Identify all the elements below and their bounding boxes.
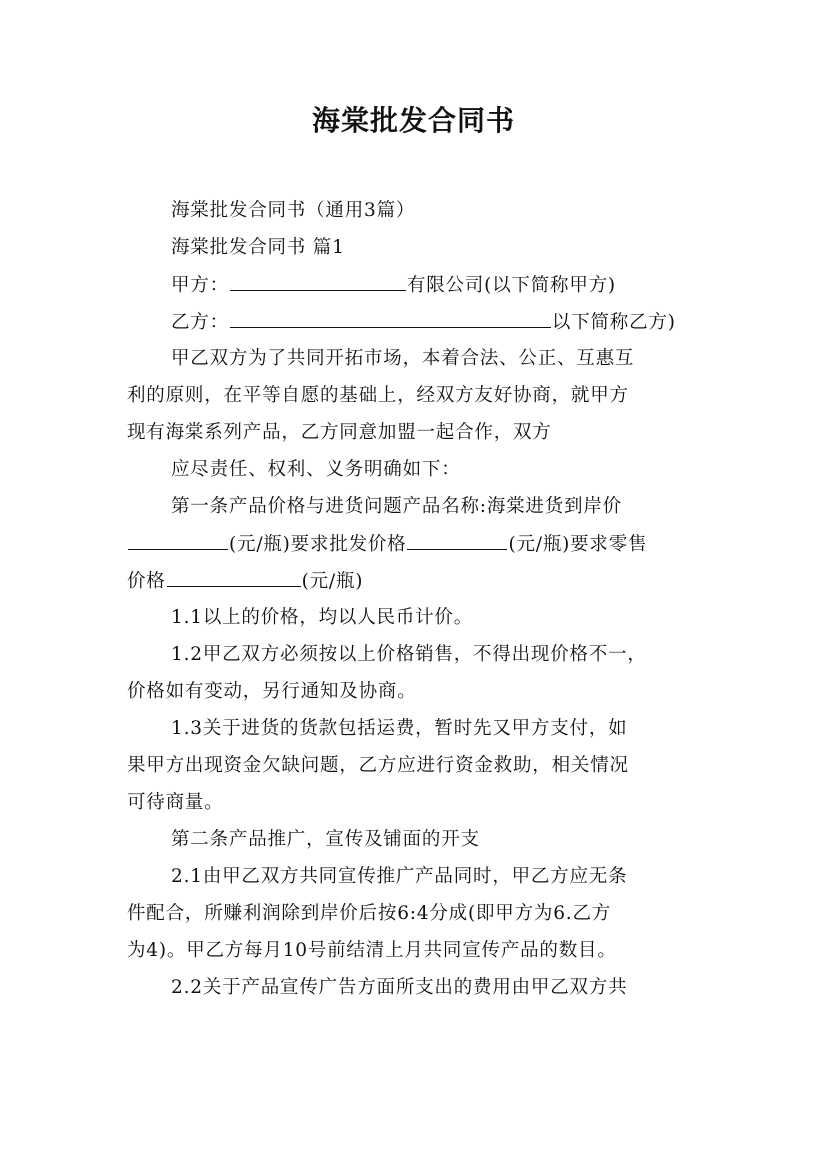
paragraph-line: 海棠批发合同书 篇1 <box>171 237 345 258</box>
wholesale-price-blank[interactable] <box>407 525 507 550</box>
paragraph-line: 应尽责任、权利、义务明确如下： <box>171 459 461 480</box>
paragraph-line: 2.2关于产品宣传广告方面所支出的费用由甲乙双方共 <box>171 977 628 998</box>
price-line <box>127 525 705 562</box>
party-a-label: 甲方： <box>171 275 229 296</box>
paragraph-line: 现有海棠系列产品，乙方同意加盟一起合作，双方 <box>127 422 552 443</box>
paragraph-line: 海棠批发合同书（通用3篇） <box>171 200 416 221</box>
party-b-line <box>127 303 705 340</box>
party-a-blank[interactable] <box>230 266 406 291</box>
paragraph-line: 甲乙双方为了共同开拓市场，本着合法、公正、互惠互 <box>171 348 635 369</box>
party-b-blank[interactable] <box>230 303 551 328</box>
paragraph-line: 果甲方出现资金欠缺问题，乙方应进行资金救助，相关情况 <box>127 755 629 776</box>
retail-price-unit: (元/瓶) <box>301 571 364 592</box>
paragraph-line: 价格如有变动，另行通知及协商。 <box>127 681 417 702</box>
paragraph-line: 利的原则，在平等自愿的基础上，经双方友好协商，就甲方 <box>127 385 629 406</box>
party-b-suffix: 以下简称乙方) <box>551 312 676 333</box>
paragraph-line: 为4)。甲乙方每月10号前结清上月共同宣传产品的数目。 <box>127 940 617 961</box>
paragraph-line: 2.1由甲乙双方共同宣传推广产品同时，甲乙方应无条 <box>171 866 628 887</box>
party-a-suffix: 有限公司(以下简称甲方) <box>406 275 616 296</box>
wholesale-price-label: (元/瓶)要求批发价格 <box>229 534 407 555</box>
retail-price-blank[interactable] <box>167 562 301 587</box>
paragraph-line: 件配合，所赚利润除到岸价后按6:4分成(即甲方为6.乙方 <box>127 903 612 924</box>
document-body <box>127 192 705 1006</box>
retail-price-line <box>127 562 705 599</box>
paragraph-line: 可待商量。 <box>127 792 224 813</box>
retail-price-prefix: 价格 <box>127 571 166 592</box>
party-a-line <box>127 266 705 303</box>
paragraph-line: 1.3关于进货的货款包括运费，暂时先又甲方支付，如 <box>171 718 628 739</box>
paragraph-line: 第二条产品推广，宣传及铺面的开支 <box>171 829 480 850</box>
party-b-label: 乙方： <box>171 312 229 333</box>
retail-price-label: (元/瓶)要求零售 <box>508 534 648 555</box>
paragraph-line: 1.2甲乙双方必须按以上价格销售，不得出现价格不一， <box>171 644 647 665</box>
document-title: 海棠批发合同书 <box>311 104 515 137</box>
paragraph-line: 第一条产品价格与进货问题产品名称:海棠进货到岸价 <box>171 496 622 517</box>
landing-price-blank[interactable] <box>128 525 228 550</box>
paragraph-line: 1.1以上的价格，均以人民币计价。 <box>171 607 474 628</box>
